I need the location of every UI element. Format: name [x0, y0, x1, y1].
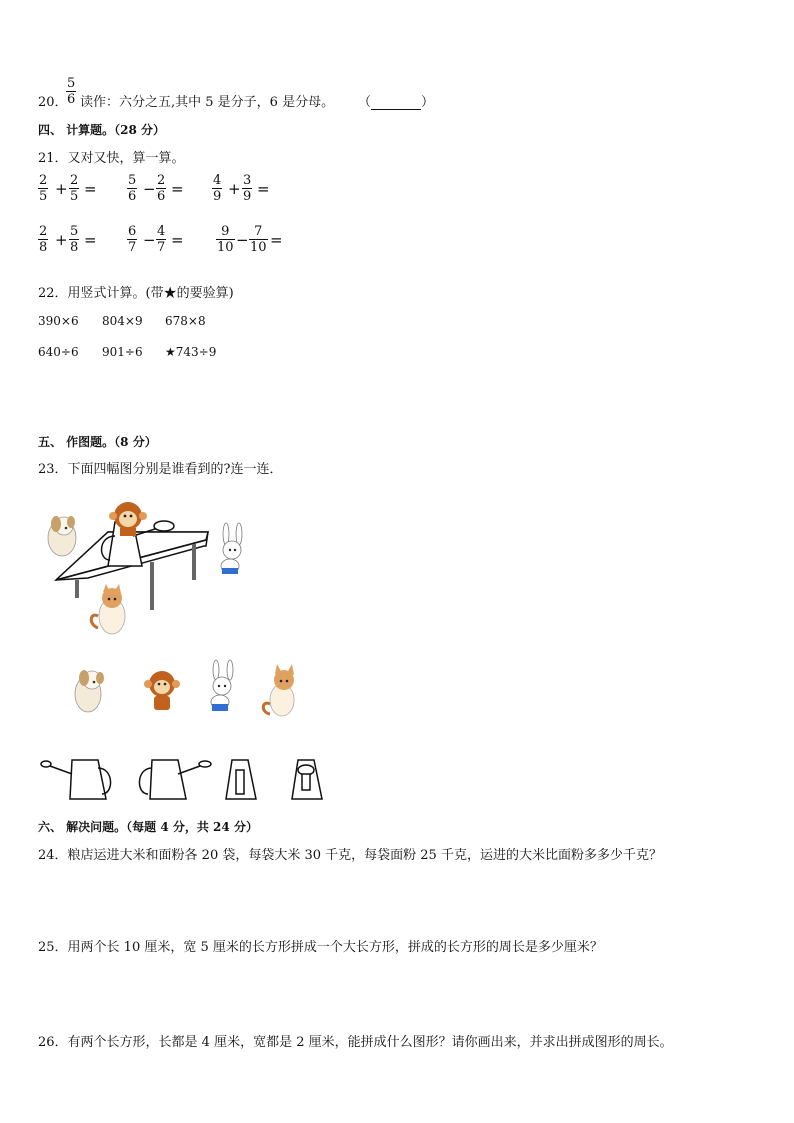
q20-text: 读作：六分之五,其中 5 是分子，6 是分母。 — [80, 95, 335, 110]
q22-r1-c3: 678×8 — [165, 314, 206, 328]
q20-paren-close: ） — [421, 95, 435, 110]
q24-text: 24．粮店运进大米和面粉各 20 袋，每袋大米 30 千克，每袋面粉 25 千克，运进的大米比面粉多多少千克？ — [38, 848, 662, 863]
q22-r2-c3: ★743÷9 — [165, 345, 217, 359]
q22-text: 22．用竖式计算。(带★的要验算) — [38, 286, 234, 301]
section-4-title: 四、 计算题。（28 分） — [38, 123, 166, 137]
q23-scene — [40, 492, 300, 642]
rabbit-option-icon[interactable] — [211, 660, 233, 711]
q23-text: 23．下面四幅图分别是谁看到的?连一连． — [38, 462, 283, 477]
view-can-back[interactable] — [226, 760, 256, 799]
q22-r1-c1: 390×6 — [38, 314, 79, 328]
view-can-side-right[interactable] — [139, 760, 211, 799]
q21-text: 21．又对又快，算一算。 — [38, 151, 185, 166]
q20-number: 20． — [38, 95, 68, 110]
cat-option-icon[interactable] — [263, 664, 294, 716]
dog-option-icon[interactable] — [75, 670, 104, 712]
section-6-title: 六、 解决问题。（每题 4 分，共 24 分） — [38, 820, 258, 834]
q20-answer-blank[interactable] — [371, 97, 421, 110]
q22-r1-c2: 804×9 — [102, 314, 143, 328]
q20-answer-paren — [358, 91, 434, 110]
view-can-side-left[interactable] — [41, 760, 111, 799]
q20-fraction — [66, 76, 76, 107]
q26-text: 26．有两个长方形，长都是 4 厘米，宽都是 2 厘米，能拼成什么图形？请你画出来，并求出拼成图形的周长。 — [38, 1035, 673, 1050]
q23-animal-options — [70, 660, 310, 720]
dog-icon — [48, 516, 76, 556]
section-5-title: 五、 作图题。（8 分） — [38, 435, 157, 449]
monkey-option-icon[interactable] — [144, 671, 180, 710]
q22-r2-c2: 901÷6 — [102, 345, 143, 359]
q20-frac-num: 5 — [67, 76, 76, 91]
q22-r2-c1: 640÷6 — [38, 345, 79, 359]
rabbit-icon — [221, 523, 242, 574]
view-can-front[interactable] — [292, 760, 322, 799]
q23-view-options — [40, 752, 340, 807]
q25-text: 25．用两个长 10 厘米，宽 5 厘米的长方形拼成一个大长方形，拼成的长方形的周长是多少厘米？ — [38, 940, 603, 955]
cat-icon — [91, 584, 125, 634]
q20-frac-den: 6 — [67, 92, 76, 107]
q20-paren-open: （ — [358, 95, 372, 110]
